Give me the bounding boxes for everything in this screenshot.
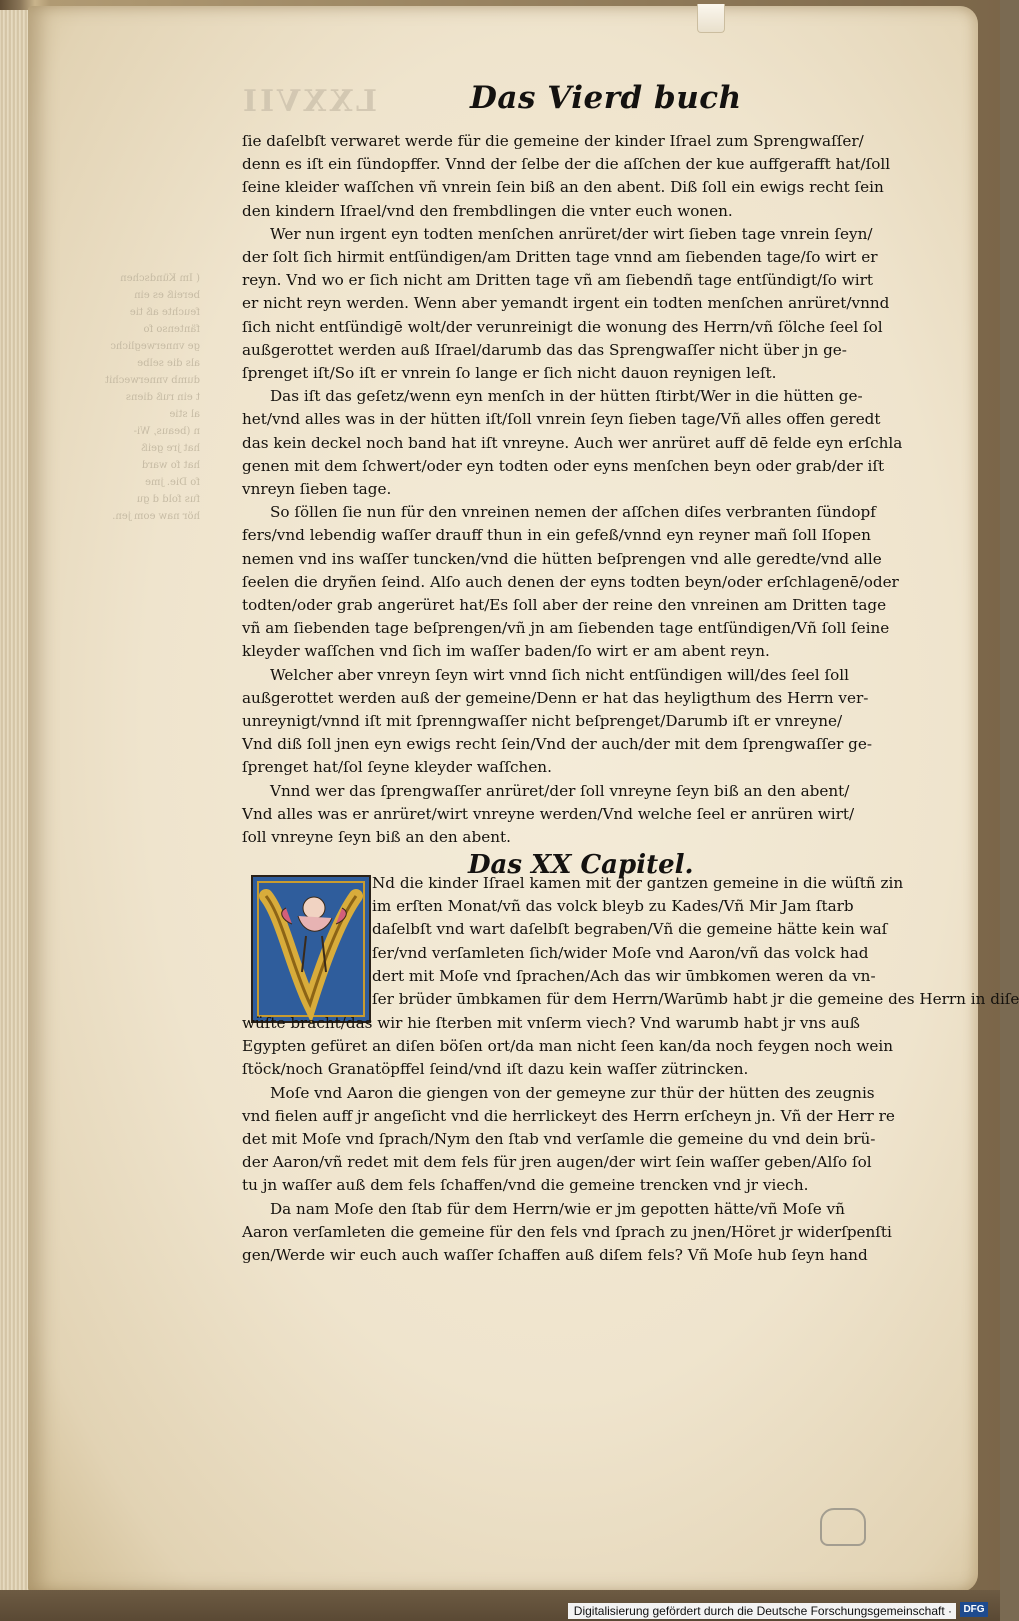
show-through-line: feuchte aß tie (129, 307, 200, 318)
text-line: Nd die kinder Iſrael kamen mit der gantzen gemeine in die wüſtñ zin (372, 874, 904, 892)
text-line: ſprenget iſt/So iſt er vnrein ſo lange er ſich nicht dauon reynigen leſt. (242, 364, 777, 383)
show-through-line: fo Die. jme (145, 477, 200, 488)
text-line: So ſöllen ſie nun für den vnreinen nemen der aſſchen diſes verbranten ſündopf (270, 503, 876, 522)
show-through-line: hat jre geiß (141, 443, 200, 454)
show-through-margin-note (105, 270, 200, 525)
text-line: ſprenget hat/ſol ſeyne kleyder waſſchen. (242, 758, 552, 777)
text-line: reyn. Vnd wo er ſich nicht am Dritten tage vñ am ſiebendñ tage entſündigt/ſo wirt (242, 271, 873, 290)
text-line: ſer brüder ūmbkamen für dem Herrn/Warūmb habt jr die gemeine des Herrn in diſe (372, 990, 1019, 1009)
text-line: denn es iſt ein ſündopffer. Vnnd der ſelbe der die aſſchen der kue auffgerafft hat/ſoll (242, 155, 891, 174)
paper-clip-shadow (820, 1508, 866, 1546)
text-line: Aaron verſamleten die gemeine für den fels vnd ſprach zu jnen/Höret jr widerſpenſti (242, 1222, 892, 1241)
text-line: ſoll vnreyne ſeyn biß an den abent. (242, 828, 511, 847)
show-through-line: t ein ruß diens (125, 392, 200, 403)
show-through-line: al stie (169, 409, 200, 420)
text-line: ſich nicht entſündigē wolt/der verunreinigt die wonung des Herrn/vñ ſölche ſeel ſol (242, 317, 883, 336)
text-line: Egypten gefüret an diſen böſen ort/da man nicht ſeen kan/da noch feygen noch wein (242, 1037, 893, 1056)
show-through-line: n (beaus, Wi- (133, 426, 200, 437)
show-through-line: dumb vnnerwechit (105, 375, 200, 386)
text-line: kleyder waſſchen vnd ſich im waſſer baden/ſo wirt er am abent reyn. (242, 642, 770, 661)
show-through-line: ( Im Kündschen (120, 273, 200, 284)
text-line: außgerottet werden auß Iſrael/darumb das das Sprengwaſſer nicht über jn ge- (242, 340, 847, 359)
text-line: ſeelen die dryñen ſeind. Alſo auch denen der eyns todten beyn/oder erſchlagenē/oder (242, 572, 899, 591)
text-line: ſie daſelbſt verwaret werde für die gemeine der kinder Iſrael zum Sprengwaſſer/ (242, 132, 864, 150)
show-through-folio: LXXVII (240, 84, 377, 119)
show-through-line: bereiß es ein (134, 290, 200, 301)
text-line: genen mit dem ſchwert/oder eyn todten oder eyns menſchen beyn oder grab/der iſt (242, 456, 885, 475)
text-lines-beside-initial (372, 872, 1019, 1011)
text-line: nemen vnd ins waſſer tuncken/vnd die hütten beſprengen vnd alle geredte/vnd alle (242, 549, 882, 568)
text-line: tu jn waſſer auß dem fels ſchaffen/vnd die gemeine trencken vnd jr viech. (242, 1176, 809, 1195)
text-line: gen/Werde wir euch auch waſſer ſchaffen auß diſem fels? Vñ Moſe hub ſeyn hand (242, 1246, 868, 1265)
text-line: Vnd diß ſoll jnen eyn ewigs recht ſein/Vnd der auch/der mit dem ſprengwaſſer ge- (242, 735, 873, 754)
text-line: der ſolt ſich hirmit entſündigen/am Dritten tage vnnd am ſiebenden tage/ſo wirt er (242, 248, 878, 267)
show-through-line: fus fold d gu (136, 494, 200, 505)
text-line: det mit Moſe vnd ſprach/Nym den ſtab vnd verſamle die gemeine du vnd dein brü- (242, 1130, 876, 1149)
show-through-line: ge vnnerweglichc (110, 341, 200, 352)
text-line: wüſte bracht/das wir hie ſterben mit vnſerm viech? Vnd warumb habt jr vns auß (242, 1014, 860, 1032)
text-line: ſtöck/noch Granatöpffel ſeind/vnd iſt dazu kein waſſer zütrincken. (242, 1060, 749, 1079)
text-line: dert mit Moſe vnd ſprachen/Ach das wir ūmbkomen weren da vn- (372, 966, 876, 985)
dfg-logo: DFG (960, 1602, 988, 1617)
text-line: todten/oder grab angerüret hat/Es ſoll aber der reine den vnreinen am Dritten tage (242, 596, 887, 615)
show-through-line: fäntenso fo (143, 324, 200, 335)
text-line: im erſten Monat/vñ das volck bleyb zu Kades/Vñ Mir Jam ſtarb (372, 897, 854, 916)
text-line: Das iſt das geſetz/wenn eyn menſch in der hütten ſtirbt/Wer in die hütten ge- (270, 387, 863, 406)
text-block-part1 (242, 130, 938, 849)
text-line: er nicht reyn werden. Wenn aber yemandt irgent ein todten menſchen anrüret/vnnd (242, 294, 890, 313)
text-line: vñ am ſiebenden tage beſprengen/vñ jn am ſiebenden tage entſündigen/Vñ ſoll ſeine (242, 619, 890, 638)
text-line: der Aaron/vñ redet mit dem fels für jren augen/der wirt ſein waſſer geben/Alſo ſol (242, 1153, 872, 1172)
digitization-credit: Digitalisierung gefördert durch die Deutsche Forschungsgemeinschaft · (568, 1603, 956, 1619)
text-line: unreynigt/vnnd iſt mit ſprenngwaſſer nicht beſprenget/Darumb iſt er vnreyne/ (242, 712, 843, 731)
text-lines-below-initial (242, 1012, 938, 1267)
text-line: ſer/vnd verſamleten ſich/wider Moſe vnd Aaron/vñ das volck had (372, 943, 869, 962)
text-line: fers/vnd lebendig waſſer drauff thun in ein gefeß/vnnd eyn reyner mañ ſoll Iſopen (242, 526, 871, 545)
text-line: Moſe vnd Aaron die giengen von der gemeyne zur thür der hütten des zeugnis (270, 1083, 875, 1102)
show-through-line: als die selbe (137, 358, 200, 369)
chapter-heading: Das XX Capitel. (468, 850, 694, 880)
text-line: ſeine kleider waſſchen vñ vnrein ſein biß an den abent. Diß ſoll ein ewigs recht ſein (242, 178, 884, 197)
text-line: daſelbſt vnd wart daſelbſt begraben/Vñ die gemeine hätte kein waſ (372, 920, 888, 939)
decorated-initial-letter (252, 876, 370, 1022)
show-through-line: hat fo ward (141, 460, 200, 471)
page-tab-marker (697, 4, 725, 33)
text-line: Da nam Moſe den ſtab für dem Herrn/wie er jm gepotten hätte/vñ Moſe vñ (270, 1199, 845, 1218)
text-line: den kindern Iſrael/vnd den frembdlingen die vnter euch wonen. (242, 201, 733, 220)
text-line: Vnnd wer das ſprengwaſſer anrüret/der ſoll vnreyne ſeyn biß an den abent/ (270, 781, 850, 800)
text-line: Wer nun irgent eyn todten menſchen anrüret/der wirt ſieben tage vnrein ſeyn/ (270, 224, 873, 243)
text-line: Welcher aber vnreyn ſeyn wirt vnnd ſich nicht entſündigen will/des ſeel ſoll (270, 665, 849, 684)
show-through-line: hör naw eom jen. (112, 511, 200, 522)
running-head: Das Vierd buch (470, 80, 742, 116)
text-line: außgerottet werden auß der gemeine/Denn er hat das heyligthum des Herrn ver- (242, 688, 869, 707)
text-line: vnreyn ſieben tage. (242, 480, 392, 499)
text-line: das kein deckel noch band hat iſt vnreyne. Auch wer anrüret auff dē felde eyn erſchla (242, 433, 903, 452)
text-line: vnd fielen auff jr angeſicht vnd die herrlickeyt des Herrn erſcheyn jn. Vñ der Herr re (242, 1106, 895, 1125)
text-line: het/vnd alles was in der hütten iſt/ſoll vnrein ſeyn ſieben tage/Vñ alles offen geredt (242, 410, 881, 429)
text-line: Vnd alles was er anrüret/wirt vnreyne werden/Vnd welche ſeel er anrüren wirt/ (242, 804, 855, 823)
